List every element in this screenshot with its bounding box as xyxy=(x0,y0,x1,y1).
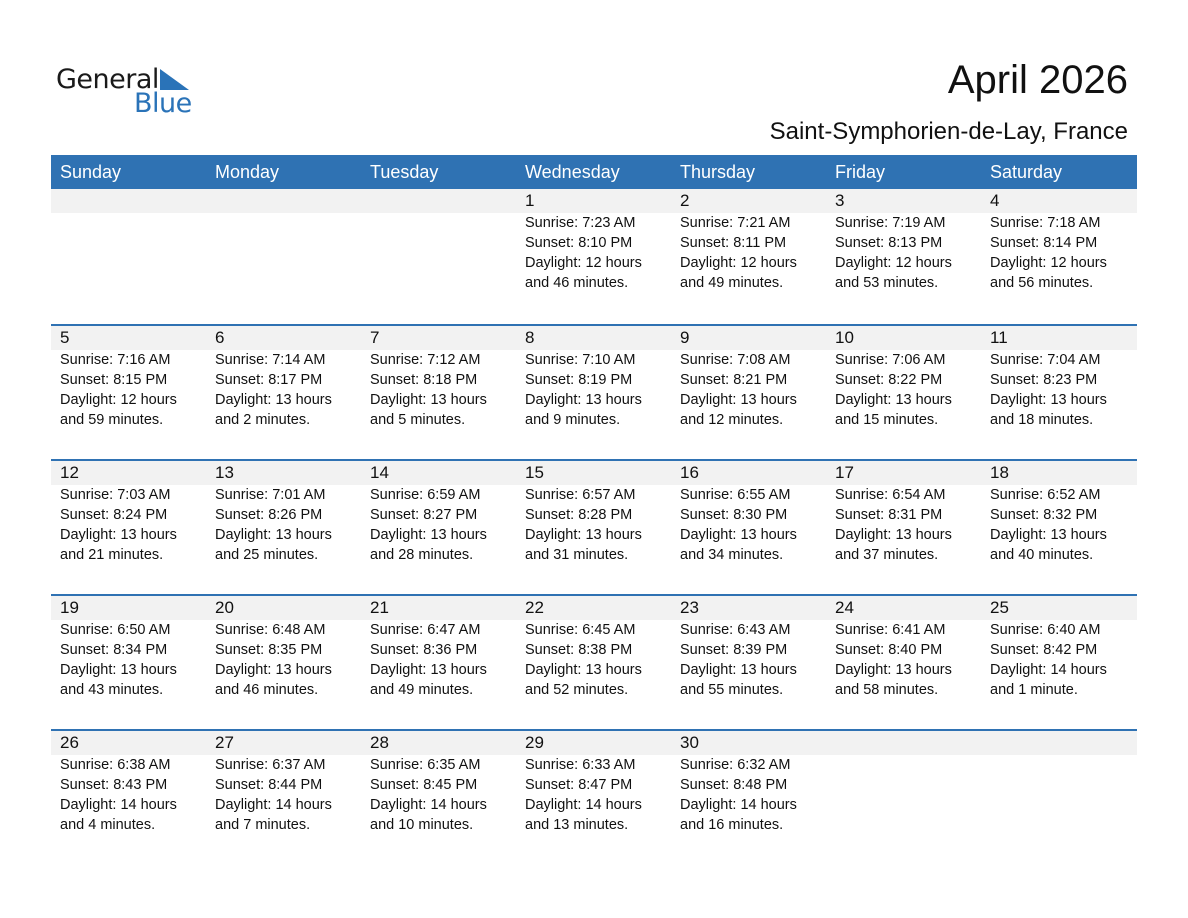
daylight-minutes-text: and 16 minutes. xyxy=(680,817,784,833)
daylight-text: Daylight: 13 hours xyxy=(215,527,332,543)
daylight-minutes-text: and 43 minutes. xyxy=(60,682,164,698)
sunset-text: Sunset: 8:48 PM xyxy=(680,777,788,793)
sunrise-text: Sunrise: 6:33 AM xyxy=(525,757,636,773)
empty-day-cell xyxy=(826,731,981,835)
day-number: 14 xyxy=(370,463,389,482)
daylight-text: Daylight: 13 hours xyxy=(680,527,797,543)
day-cell xyxy=(981,326,1136,430)
daylight-minutes-text: and 7 minutes. xyxy=(215,817,311,833)
daylight-text: Daylight: 14 hours xyxy=(990,662,1107,678)
daylight-minutes-text: and 1 minute. xyxy=(990,682,1078,698)
calendar-grid xyxy=(51,155,1137,864)
day-cell xyxy=(206,461,361,565)
day-number: 19 xyxy=(60,598,79,617)
daylight-text: Daylight: 13 hours xyxy=(835,662,952,678)
sunset-text: Sunset: 8:23 PM xyxy=(990,372,1098,388)
daylight-minutes-text: and 34 minutes. xyxy=(680,547,784,563)
day-number: 26 xyxy=(60,733,79,752)
days-row xyxy=(51,189,1136,293)
day-number: 17 xyxy=(835,463,854,482)
daylight-minutes-text: and 46 minutes. xyxy=(525,275,629,291)
day-number: 21 xyxy=(370,598,389,617)
sunset-text: Sunset: 8:34 PM xyxy=(60,642,168,658)
day-cell xyxy=(51,731,206,835)
sunset-text: Sunset: 8:32 PM xyxy=(990,507,1098,523)
day-cell xyxy=(981,596,1136,700)
daylight-text: Daylight: 12 hours xyxy=(525,255,642,271)
day-cell xyxy=(671,189,826,293)
sunrise-text: Sunrise: 6:55 AM xyxy=(680,487,791,503)
day-cell xyxy=(981,189,1136,293)
sunset-text: Sunset: 8:39 PM xyxy=(680,642,788,658)
daylight-minutes-text: and 9 minutes. xyxy=(525,412,621,428)
sunrise-text: Sunrise: 7:06 AM xyxy=(835,352,946,368)
sunrise-text: Sunrise: 6:59 AM xyxy=(370,487,481,503)
days-row xyxy=(51,326,1136,430)
day-cell xyxy=(361,461,516,565)
sunrise-text: Sunrise: 6:57 AM xyxy=(525,487,636,503)
sunset-text: Sunset: 8:38 PM xyxy=(525,642,633,658)
sunset-text: Sunset: 8:45 PM xyxy=(370,777,478,793)
day-cell xyxy=(206,731,361,835)
location-subtitle: Saint-Symphorien-de-Lay, France xyxy=(769,118,1128,145)
day-cell xyxy=(671,461,826,565)
daylight-text: Daylight: 14 hours xyxy=(370,797,487,813)
day-cell xyxy=(671,326,826,430)
daylight-minutes-text: and 12 minutes. xyxy=(680,412,784,428)
weekday-thursday: Thursday xyxy=(680,162,756,182)
day-number: 30 xyxy=(680,733,699,752)
daylight-minutes-text: and 37 minutes. xyxy=(835,547,939,563)
sunset-text: Sunset: 8:36 PM xyxy=(370,642,478,658)
daylight-text: Daylight: 14 hours xyxy=(60,797,177,813)
day-cell xyxy=(516,189,671,293)
day-number: 1 xyxy=(525,191,535,210)
daylight-minutes-text: and 58 minutes. xyxy=(835,682,939,698)
week-row xyxy=(51,459,1137,594)
day-cell xyxy=(826,596,981,700)
days-row xyxy=(51,596,1136,700)
day-cell xyxy=(826,189,981,293)
daylight-text: Daylight: 13 hours xyxy=(370,392,487,408)
sunset-text: Sunset: 8:19 PM xyxy=(525,372,633,388)
day-cell xyxy=(51,326,206,430)
day-number: 20 xyxy=(215,598,234,617)
daylight-minutes-text: and 49 minutes. xyxy=(680,275,784,291)
daylight-text: Daylight: 13 hours xyxy=(680,392,797,408)
daylight-minutes-text: and 56 minutes. xyxy=(990,275,1094,291)
daylight-text: Daylight: 13 hours xyxy=(60,527,177,543)
sunrise-text: Sunrise: 7:16 AM xyxy=(60,352,171,368)
daylight-text: Daylight: 14 hours xyxy=(680,797,797,813)
days-row xyxy=(51,731,1136,835)
daylight-text: Daylight: 13 hours xyxy=(990,392,1107,408)
day-cell xyxy=(516,596,671,700)
sunset-text: Sunset: 8:42 PM xyxy=(990,642,1098,658)
sunrise-text: Sunrise: 6:47 AM xyxy=(370,622,481,638)
day-cell xyxy=(516,461,671,565)
sunrise-text: Sunrise: 7:03 AM xyxy=(60,487,171,503)
day-cell xyxy=(51,596,206,700)
daylight-text: Daylight: 12 hours xyxy=(60,392,177,408)
daylight-text: Daylight: 13 hours xyxy=(990,527,1107,543)
day-cell xyxy=(51,461,206,565)
sunset-text: Sunset: 8:31 PM xyxy=(835,507,943,523)
day-cell xyxy=(826,461,981,565)
sunset-text: Sunset: 8:21 PM xyxy=(680,372,788,388)
weekday-sunday: Sunday xyxy=(60,162,122,182)
daylight-minutes-text: and 53 minutes. xyxy=(835,275,939,291)
day-cell xyxy=(361,326,516,430)
day-cell xyxy=(826,326,981,430)
sunrise-text: Sunrise: 6:35 AM xyxy=(370,757,481,773)
day-number: 15 xyxy=(525,463,544,482)
daylight-text: Daylight: 13 hours xyxy=(525,527,642,543)
daylight-minutes-text: and 5 minutes. xyxy=(370,412,466,428)
sunset-text: Sunset: 8:28 PM xyxy=(525,507,633,523)
week-row xyxy=(51,189,1137,324)
day-number: 8 xyxy=(525,328,535,347)
day-number: 27 xyxy=(215,733,234,752)
day-number: 7 xyxy=(370,328,380,347)
daylight-text: Daylight: 13 hours xyxy=(60,662,177,678)
day-cell xyxy=(981,461,1136,565)
daylight-minutes-text: and 10 minutes. xyxy=(370,817,474,833)
sunrise-text: Sunrise: 7:18 AM xyxy=(990,215,1101,231)
daylight-text: Daylight: 13 hours xyxy=(835,527,952,543)
sunset-text: Sunset: 8:22 PM xyxy=(835,372,943,388)
week-row xyxy=(51,324,1137,459)
day-number: 11 xyxy=(990,328,1008,347)
empty-day-cell xyxy=(361,189,516,293)
daylight-minutes-text: and 18 minutes. xyxy=(990,412,1094,428)
logo-triangle-icon xyxy=(160,69,189,90)
logo xyxy=(56,64,196,120)
daylight-text: Daylight: 13 hours xyxy=(525,392,642,408)
sunset-text: Sunset: 8:13 PM xyxy=(835,235,943,251)
day-number: 16 xyxy=(680,463,699,482)
daylight-text: Daylight: 13 hours xyxy=(215,662,332,678)
day-number: 29 xyxy=(525,733,544,752)
day-number: 4 xyxy=(990,191,1000,210)
day-cell xyxy=(516,326,671,430)
days-row xyxy=(51,461,1136,565)
sunrise-text: Sunrise: 7:04 AM xyxy=(990,352,1101,368)
day-number: 24 xyxy=(835,598,854,617)
sunset-text: Sunset: 8:11 PM xyxy=(680,235,787,251)
week-row xyxy=(51,594,1137,729)
sunset-text: Sunset: 8:30 PM xyxy=(680,507,788,523)
day-number: 18 xyxy=(990,463,1009,482)
daylight-text: Daylight: 14 hours xyxy=(215,797,332,813)
page-title: April 2026 xyxy=(947,58,1128,102)
sunrise-text: Sunrise: 6:50 AM xyxy=(60,622,171,638)
daylight-minutes-text: and 15 minutes. xyxy=(835,412,939,428)
daylight-text: Daylight: 13 hours xyxy=(370,662,487,678)
sunrise-text: Sunrise: 6:54 AM xyxy=(835,487,946,503)
daylight-minutes-text: and 4 minutes. xyxy=(60,817,156,833)
weekday-tuesday: Tuesday xyxy=(370,162,439,182)
sunrise-text: Sunrise: 6:43 AM xyxy=(680,622,791,638)
day-cell xyxy=(671,596,826,700)
weekday-saturday: Saturday xyxy=(990,162,1063,182)
sunrise-text: Sunrise: 7:12 AM xyxy=(370,352,481,368)
daylight-minutes-text: and 28 minutes. xyxy=(370,547,474,563)
daylight-text: Daylight: 12 hours xyxy=(680,255,797,271)
sunrise-text: Sunrise: 6:32 AM xyxy=(680,757,791,773)
sunrise-text: Sunrise: 6:41 AM xyxy=(835,622,946,638)
day-number: 28 xyxy=(370,733,389,752)
daylight-minutes-text: and 21 minutes. xyxy=(60,547,164,563)
sunrise-text: Sunrise: 7:08 AM xyxy=(680,352,791,368)
daylight-minutes-text: and 59 minutes. xyxy=(60,412,164,428)
day-cell xyxy=(361,596,516,700)
day-number: 6 xyxy=(215,328,225,347)
daylight-text: Daylight: 12 hours xyxy=(835,255,952,271)
day-number: 13 xyxy=(215,463,234,482)
day-number: 3 xyxy=(835,191,845,210)
sunset-text: Sunset: 8:18 PM xyxy=(370,372,478,388)
sunrise-text: Sunrise: 7:10 AM xyxy=(525,352,636,368)
day-number: 5 xyxy=(60,328,70,347)
daylight-text: Daylight: 13 hours xyxy=(370,527,487,543)
sunrise-text: Sunrise: 7:01 AM xyxy=(215,487,326,503)
weekday-header xyxy=(51,155,1137,189)
sunrise-text: Sunrise: 7:21 AM xyxy=(680,215,791,231)
daylight-text: Daylight: 12 hours xyxy=(990,255,1107,271)
weekday-monday: Monday xyxy=(215,162,280,182)
sunrise-text: Sunrise: 7:19 AM xyxy=(835,215,946,231)
sunset-text: Sunset: 8:26 PM xyxy=(215,507,323,523)
daylight-text: Daylight: 14 hours xyxy=(525,797,642,813)
day-cell xyxy=(516,731,671,835)
sunrise-text: Sunrise: 6:48 AM xyxy=(215,622,326,638)
sunrise-text: Sunrise: 6:45 AM xyxy=(525,622,636,638)
sunrise-text: Sunrise: 6:40 AM xyxy=(990,622,1101,638)
empty-day-cell xyxy=(981,731,1136,835)
day-number: 12 xyxy=(60,463,79,482)
weekday-friday: Friday xyxy=(835,162,886,182)
daylight-minutes-text: and 2 minutes. xyxy=(215,412,311,428)
daylight-minutes-text: and 25 minutes. xyxy=(215,547,319,563)
daylight-text: Daylight: 13 hours xyxy=(835,392,952,408)
logo-word-general: General xyxy=(56,64,159,95)
day-number: 10 xyxy=(835,328,854,347)
day-cell xyxy=(206,596,361,700)
week-row xyxy=(51,729,1137,864)
sunset-text: Sunset: 8:24 PM xyxy=(60,507,168,523)
day-number: 23 xyxy=(680,598,699,617)
empty-day-cell xyxy=(51,189,206,293)
sunrise-text: Sunrise: 6:37 AM xyxy=(215,757,326,773)
daylight-minutes-text: and 46 minutes. xyxy=(215,682,319,698)
daylight-minutes-text: and 52 minutes. xyxy=(525,682,629,698)
sunset-text: Sunset: 8:44 PM xyxy=(215,777,323,793)
daylight-text: Daylight: 13 hours xyxy=(680,662,797,678)
daylight-minutes-text: and 40 minutes. xyxy=(990,547,1094,563)
day-number: 9 xyxy=(680,328,690,347)
daylight-minutes-text: and 31 minutes. xyxy=(525,547,629,563)
day-cell xyxy=(206,326,361,430)
sunrise-text: Sunrise: 6:52 AM xyxy=(990,487,1101,503)
day-cell xyxy=(671,731,826,835)
sunrise-text: Sunrise: 7:23 AM xyxy=(525,215,636,231)
day-number: 22 xyxy=(525,598,544,617)
day-cell xyxy=(361,731,516,835)
sunset-text: Sunset: 8:47 PM xyxy=(525,777,633,793)
sunset-text: Sunset: 8:35 PM xyxy=(215,642,323,658)
sunset-text: Sunset: 8:27 PM xyxy=(370,507,478,523)
logo-word-blue: Blue xyxy=(134,88,192,119)
daylight-minutes-text: and 13 minutes. xyxy=(525,817,629,833)
sunset-text: Sunset: 8:40 PM xyxy=(835,642,943,658)
day-number: 2 xyxy=(680,191,690,210)
daylight-minutes-text: and 55 minutes. xyxy=(680,682,784,698)
sunrise-text: Sunrise: 7:14 AM xyxy=(215,352,326,368)
day-number: 25 xyxy=(990,598,1009,617)
sunset-text: Sunset: 8:15 PM xyxy=(60,372,168,388)
weekday-wednesday: Wednesday xyxy=(525,162,620,182)
sunset-text: Sunset: 8:14 PM xyxy=(990,235,1098,251)
sunset-text: Sunset: 8:10 PM xyxy=(525,235,633,251)
empty-day-cell xyxy=(206,189,361,293)
sunset-text: Sunset: 8:17 PM xyxy=(215,372,323,388)
daylight-text: Daylight: 13 hours xyxy=(215,392,332,408)
daylight-minutes-text: and 49 minutes. xyxy=(370,682,474,698)
sunset-text: Sunset: 8:43 PM xyxy=(60,777,168,793)
sunrise-text: Sunrise: 6:38 AM xyxy=(60,757,171,773)
daylight-text: Daylight: 13 hours xyxy=(525,662,642,678)
weeks-container xyxy=(51,189,1137,864)
